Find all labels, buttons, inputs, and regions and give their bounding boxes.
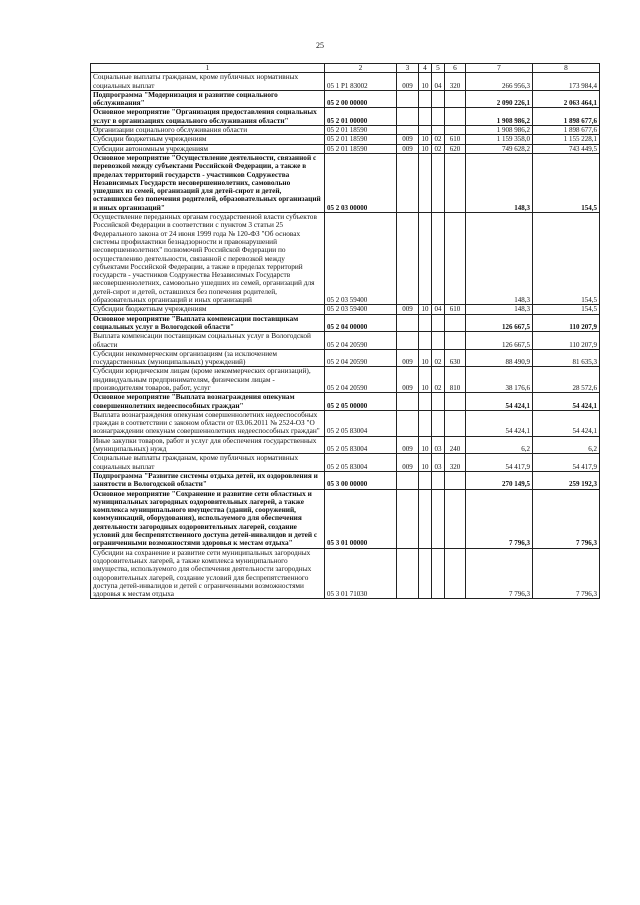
table-row <box>91 454 600 472</box>
subsection-cell <box>432 489 445 548</box>
amount-year1-cell: 7 796,3 <box>466 548 533 599</box>
amount-year2-cell: 81 635,3 <box>533 349 600 367</box>
table-row <box>91 108 600 126</box>
amount-year2-cell: 54 417,9 <box>533 454 600 472</box>
budget-code-cell: 05 2 05 83004 <box>325 454 397 472</box>
section-cell <box>419 126 432 135</box>
table-row <box>91 349 600 367</box>
budget-code-cell: 05 2 03 00000 <box>325 153 397 212</box>
row-name-cell: Субсидии бюджетным учреждениям <box>91 305 325 314</box>
row-name-cell: Субсидии на сохранение и развитие сети муниципальных загородных оздоровительных лагерей, а также комплекса муниципального имущества, используемого для обеспечения деятельности загородных оздоровительных лагерей, создание условий для беспрепятственного доступа детей-инвалидов и детей с ограниченными возможностями здоровья к местам отдыха <box>91 548 325 599</box>
amount-year1-cell: 54 424,1 <box>466 410 533 436</box>
grbs-cell <box>397 393 419 411</box>
amount-year2-cell: 6,2 <box>533 436 600 454</box>
table-row <box>91 393 600 411</box>
section-cell: 10 <box>419 349 432 367</box>
budget-code-cell: 05 2 04 00000 <box>325 314 397 332</box>
table-row <box>91 436 600 454</box>
expense-type-cell: 610 <box>445 305 466 314</box>
amount-year2-cell: 110 207,9 <box>533 332 600 350</box>
expense-type-cell <box>445 90 466 108</box>
expense-type-cell: 320 <box>445 454 466 472</box>
table-row <box>91 332 600 350</box>
header-cell: 1 <box>91 64 325 73</box>
section-cell <box>419 153 432 212</box>
subsection-cell <box>432 153 445 212</box>
header-cell: 7 <box>466 64 533 73</box>
budget-code-cell: 05 3 01 00000 <box>325 489 397 548</box>
grbs-cell <box>397 332 419 350</box>
section-cell <box>419 548 432 599</box>
section-cell: 10 <box>419 144 432 153</box>
expense-type-cell <box>445 332 466 350</box>
amount-year1-cell: 1 908 986,2 <box>466 126 533 135</box>
header-cell: 3 <box>397 64 419 73</box>
row-name-cell: Субсидии бюджетным учреждениям <box>91 135 325 144</box>
row-name-cell: Выплата компенсации поставщикам социальных услуг в Вологодской области <box>91 332 325 350</box>
expense-type-cell <box>445 314 466 332</box>
expense-type-cell <box>445 471 466 489</box>
table-row <box>91 314 600 332</box>
budget-code-cell: 05 2 01 18590 <box>325 135 397 144</box>
expense-type-cell: 240 <box>445 436 466 454</box>
amount-year1-cell: 1 908 986,2 <box>466 108 533 126</box>
amount-year1-cell: 88 490,9 <box>466 349 533 367</box>
amount-year1-cell: 2 090 226,1 <box>466 90 533 108</box>
budget-code-cell: 05 3 00 00000 <box>325 471 397 489</box>
table-row <box>91 367 600 393</box>
amount-year1-cell: 54 417,9 <box>466 454 533 472</box>
section-cell <box>419 213 432 305</box>
amount-year1-cell: 749 628,2 <box>466 144 533 153</box>
subsection-cell: 04 <box>432 305 445 314</box>
grbs-cell <box>397 471 419 489</box>
section-cell: 10 <box>419 454 432 472</box>
subsection-cell <box>432 332 445 350</box>
grbs-cell <box>397 410 419 436</box>
amount-year1-cell: 266 956,3 <box>466 73 533 91</box>
section-cell <box>419 489 432 548</box>
expense-type-cell: 620 <box>445 144 466 153</box>
subsection-cell <box>432 213 445 305</box>
grbs-cell <box>397 108 419 126</box>
row-name-cell: Основное мероприятие "Организация предоставления социальных услуг в организациях социального обслуживания области" <box>91 108 325 126</box>
expense-type-cell <box>445 213 466 305</box>
grbs-cell: 009 <box>397 135 419 144</box>
subsection-cell: 02 <box>432 144 445 153</box>
expense-type-cell: 610 <box>445 135 466 144</box>
amount-year1-cell: 1 159 358,0 <box>466 135 533 144</box>
amount-year2-cell: 1 155 228,1 <box>533 135 600 144</box>
expense-type-cell <box>445 410 466 436</box>
header-cell: 8 <box>533 64 600 73</box>
expense-type-cell <box>445 489 466 548</box>
amount-year2-cell: 154,5 <box>533 213 600 305</box>
amount-year2-cell: 28 572,6 <box>533 367 600 393</box>
budget-code-cell: 05 2 01 00000 <box>325 108 397 126</box>
section-cell <box>419 108 432 126</box>
row-name-cell: Основное мероприятие "Выплата вознаграждения опекунам совершеннолетних недееспособных граждан" <box>91 393 325 411</box>
subsection-cell: 03 <box>432 436 445 454</box>
subsection-cell <box>432 90 445 108</box>
row-name-cell: Основное мероприятие "Выплата компенсации поставщикам социальных услуг в Вологодской области" <box>91 314 325 332</box>
table-row <box>91 548 600 599</box>
grbs-cell: 009 <box>397 367 419 393</box>
expense-type-cell: 810 <box>445 367 466 393</box>
row-name-cell: Субсидии автономным учреждениям <box>91 144 325 153</box>
expense-type-cell: 320 <box>445 73 466 91</box>
row-name-cell: Основное мероприятие "Сохранение и развитие сети областных и муниципальных загородных оздоровительных лагерей, а также комплекса муниципального имущества (зданий, сооружений, коммуникаций, оборудования), используемого для обеспечения деятельности загородных оздоровительных лагерей, создание условий для беспрепятственного доступа детей-инвалидов и детей с ограниченными возможностями здоровья к местам отдыха" <box>91 489 325 548</box>
header-cell: 2 <box>325 64 397 73</box>
subsection-cell <box>432 393 445 411</box>
row-name-cell: Субсидии юридическим лицам (кроме некоммерческих организаций), индивидуальным предпринимателям, физическим лицам - производителям товаров, работ, услуг <box>91 367 325 393</box>
grbs-cell: 009 <box>397 436 419 454</box>
section-cell: 10 <box>419 305 432 314</box>
section-cell <box>419 90 432 108</box>
amount-year2-cell: 743 449,5 <box>533 144 600 153</box>
row-name-cell: Иные закупки товаров, работ и услуг для обеспечения государственных (муниципальных) нужд <box>91 436 325 454</box>
table-row <box>91 153 600 212</box>
table-header-row <box>91 64 600 73</box>
amount-year1-cell: 148,3 <box>466 305 533 314</box>
grbs-cell <box>397 90 419 108</box>
header-cell: 4 <box>419 64 432 73</box>
header-cell: 6 <box>445 64 466 73</box>
table-row <box>91 144 600 153</box>
section-cell <box>419 471 432 489</box>
amount-year2-cell: 259 192,3 <box>533 471 600 489</box>
amount-year2-cell: 7 796,3 <box>533 489 600 548</box>
section-cell <box>419 393 432 411</box>
amount-year2-cell: 110 207,9 <box>533 314 600 332</box>
grbs-cell: 009 <box>397 349 419 367</box>
amount-year1-cell: 38 176,6 <box>466 367 533 393</box>
subsection-cell <box>432 314 445 332</box>
subsection-cell: 03 <box>432 454 445 472</box>
section-cell <box>419 314 432 332</box>
grbs-cell <box>397 213 419 305</box>
subsection-cell: 02 <box>432 349 445 367</box>
row-name-cell: Выплата вознаграждения опекунам совершеннолетних недееспособных граждан в соответствии с законом области от 03.06.2011 № 2524-ОЗ "О вознаграждении опекунам совершеннолетних недееспособных граждан" <box>91 410 325 436</box>
amount-year2-cell: 1 898 677,6 <box>533 108 600 126</box>
section-cell <box>419 332 432 350</box>
grbs-cell <box>397 489 419 548</box>
row-name-cell: Социальные выплаты гражданам, кроме публичных нормативных социальных выплат <box>91 454 325 472</box>
amount-year1-cell: 7 796,3 <box>466 489 533 548</box>
table-row <box>91 73 600 91</box>
amount-year2-cell: 54 424,1 <box>533 410 600 436</box>
table-row <box>91 489 600 548</box>
table-row <box>91 471 600 489</box>
budget-code-cell: 05 2 05 00000 <box>325 393 397 411</box>
expense-type-cell <box>445 393 466 411</box>
amount-year1-cell: 148,3 <box>466 213 533 305</box>
amount-year2-cell: 54 424,1 <box>533 393 600 411</box>
grbs-cell <box>397 548 419 599</box>
amount-year2-cell: 154,5 <box>533 305 600 314</box>
grbs-cell: 009 <box>397 144 419 153</box>
budget-code-cell: 05 2 05 83004 <box>325 436 397 454</box>
table-row <box>91 410 600 436</box>
amount-year2-cell: 2 063 464,1 <box>533 90 600 108</box>
budget-code-cell: 05 2 05 83004 <box>325 410 397 436</box>
subsection-cell <box>432 410 445 436</box>
budget-table <box>90 63 600 599</box>
budget-code-cell: 05 3 01 71030 <box>325 548 397 599</box>
amount-year1-cell: 148,3 <box>466 153 533 212</box>
subsection-cell: 02 <box>432 367 445 393</box>
expense-type-cell <box>445 126 466 135</box>
budget-code-cell: 05 2 03 59400 <box>325 213 397 305</box>
row-name-cell: Субсидии некоммерческим организациям (за исключением государственных (муниципальных) учреждений) <box>91 349 325 367</box>
amount-year1-cell: 54 424,1 <box>466 393 533 411</box>
budget-code-cell: 05 2 01 18590 <box>325 144 397 153</box>
table-row <box>91 213 600 305</box>
section-cell: 10 <box>419 135 432 144</box>
section-cell: 10 <box>419 367 432 393</box>
expense-type-cell: 630 <box>445 349 466 367</box>
amount-year2-cell: 1 898 677,6 <box>533 126 600 135</box>
grbs-cell <box>397 314 419 332</box>
expense-type-cell <box>445 108 466 126</box>
amount-year2-cell: 7 796,3 <box>533 548 600 599</box>
grbs-cell: 009 <box>397 305 419 314</box>
section-cell <box>419 410 432 436</box>
subsection-cell <box>432 108 445 126</box>
section-cell: 10 <box>419 73 432 91</box>
subsection-cell: 04 <box>432 73 445 91</box>
amount-year1-cell: 126 667,5 <box>466 332 533 350</box>
budget-code-cell: 05 2 04 20590 <box>325 332 397 350</box>
budget-code-cell: 05 1 Р1 83002 <box>325 73 397 91</box>
subsection-cell <box>432 126 445 135</box>
row-name-cell: Подпрограмма "Модернизация и развитие социального обслуживания" <box>91 90 325 108</box>
row-name-cell: Подпрограмма "Развитие системы отдыха детей, их оздоровления и занятости в Вологодской области" <box>91 471 325 489</box>
table-row <box>91 135 600 144</box>
grbs-cell: 009 <box>397 73 419 91</box>
header-cell: 5 <box>432 64 445 73</box>
table-row <box>91 305 600 314</box>
budget-code-cell: 05 2 01 18590 <box>325 126 397 135</box>
page-number: 25 <box>316 41 324 50</box>
amount-year2-cell: 173 984,4 <box>533 73 600 91</box>
row-name-cell: Социальные выплаты гражданам, кроме публичных нормативных социальных выплат <box>91 73 325 91</box>
row-name-cell: Осуществление переданных органам государственной власти субъектов Российской Федерации в соответствии с пунктом 3 статьи 25 Федерального закона от 24 июня 1999 года № 120-ФЗ "Об основах системы профилактики безнадзорности и правонарушений несовершеннолетних" полномочий Российской Федерации по осуществлению деятельности, связанной с перевозкой между субъектами Российской Федерации, а также в пределах территорий государств - участников Содружества Независимых Государств несовершеннолетних, самовольно ушедших из семей, организаций для детей-сирот и детей, оставшихся без попечения родителей, образовательных организаций и иных организаций <box>91 213 325 305</box>
amount-year2-cell: 154,5 <box>533 153 600 212</box>
amount-year1-cell: 270 149,5 <box>466 471 533 489</box>
row-name-cell: Основное мероприятие "Осуществление деятельности, связанной с перевозкой между субъектами Российской Федерации, а также в пределах территорий государств - участников Содружества Независимых Государств несовершеннолетних, самовольно ушедших из семей, организаций для детей-сирот и детей, оставшихся без попечения родителей, образовательных организаций и иных организаций" <box>91 153 325 212</box>
section-cell: 10 <box>419 436 432 454</box>
expense-type-cell <box>445 153 466 212</box>
grbs-cell: 009 <box>397 454 419 472</box>
subsection-cell <box>432 471 445 489</box>
budget-code-cell: 05 2 04 20590 <box>325 349 397 367</box>
budget-code-cell: 05 2 04 20590 <box>325 367 397 393</box>
subsection-cell: 02 <box>432 135 445 144</box>
grbs-cell <box>397 153 419 212</box>
budget-code-cell: 05 2 00 00000 <box>325 90 397 108</box>
table-row <box>91 126 600 135</box>
budget-code-cell: 05 2 03 59400 <box>325 305 397 314</box>
subsection-cell <box>432 548 445 599</box>
table-row <box>91 90 600 108</box>
expense-type-cell <box>445 548 466 599</box>
amount-year1-cell: 126 667,5 <box>466 314 533 332</box>
row-name-cell: Организации социального обслуживания области <box>91 126 325 135</box>
amount-year1-cell: 6,2 <box>466 436 533 454</box>
grbs-cell <box>397 126 419 135</box>
